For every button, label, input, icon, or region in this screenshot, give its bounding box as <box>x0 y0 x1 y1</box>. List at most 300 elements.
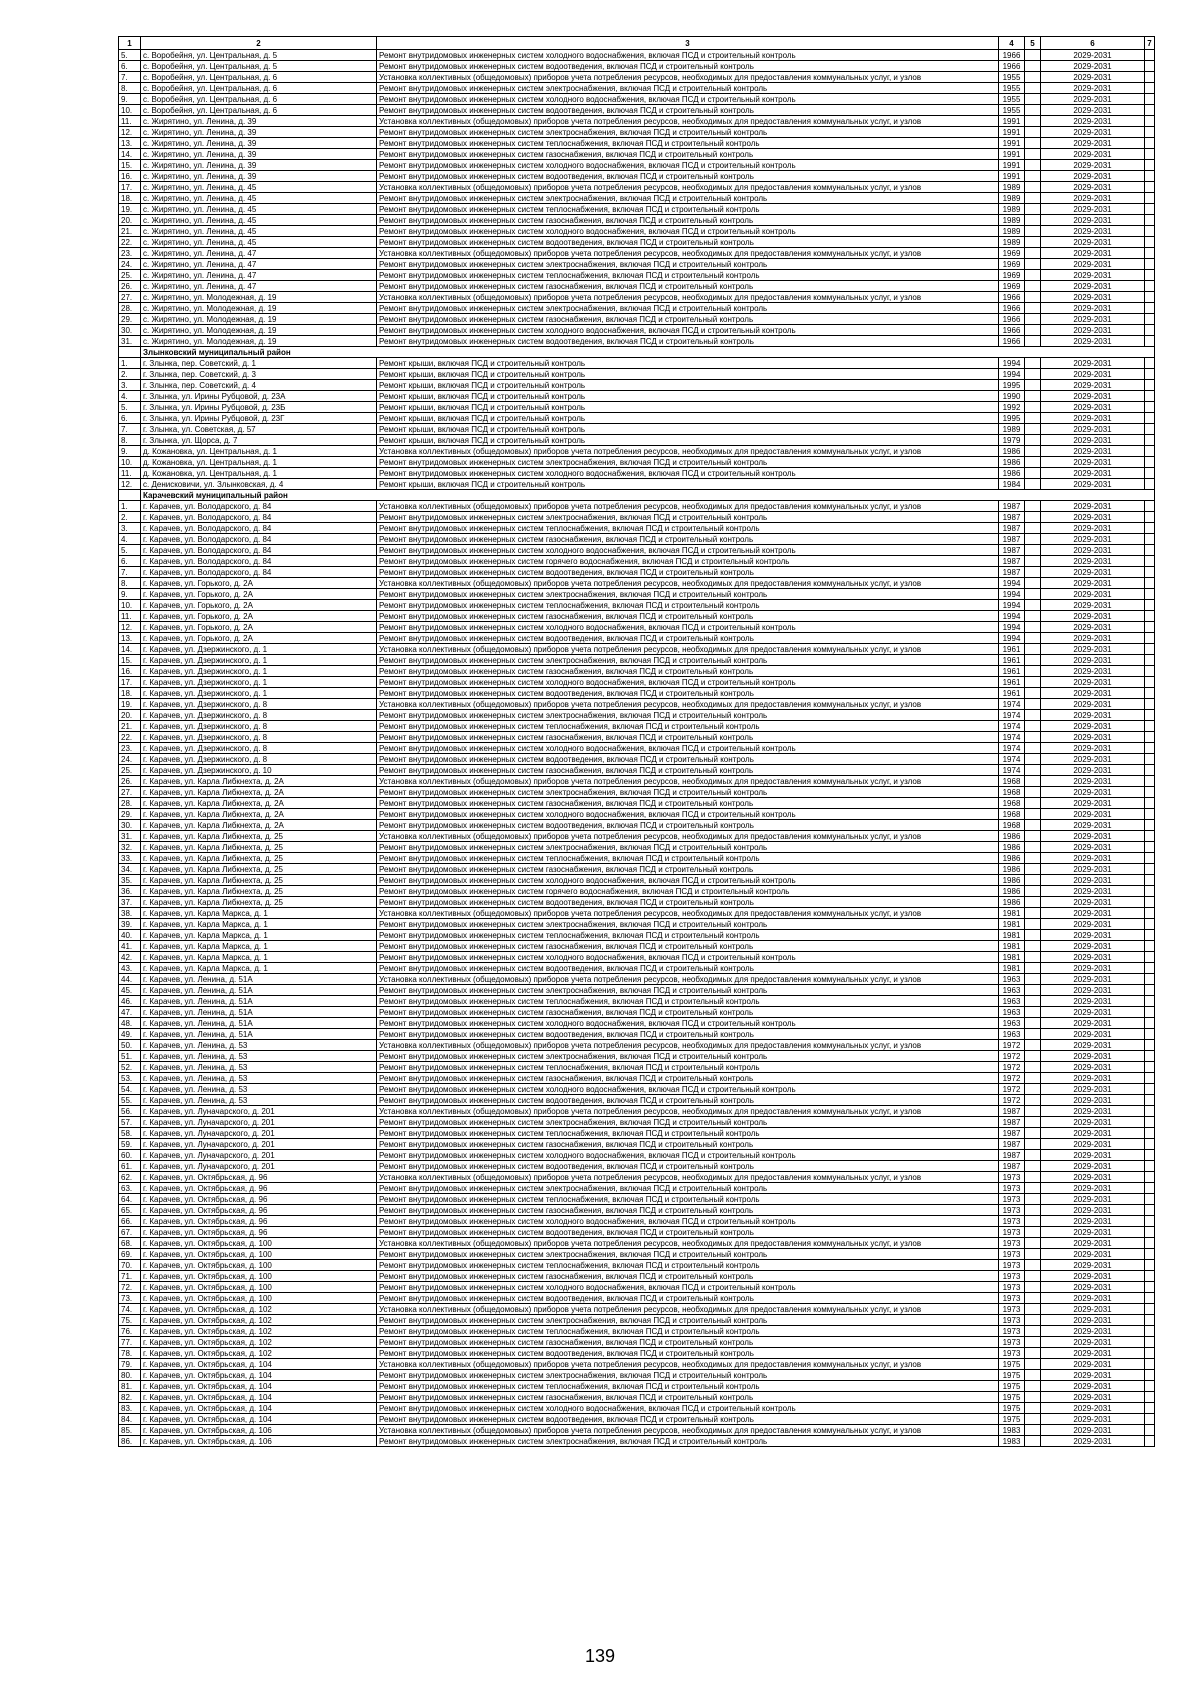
row-period: 2029-2031 <box>1041 1150 1145 1161</box>
row-col5 <box>1025 105 1041 116</box>
row-address: г. Злынка, пер. Советский, д. 4 <box>141 380 377 391</box>
row-period: 2029-2031 <box>1041 622 1145 633</box>
row-year: 1987 <box>999 1128 1025 1139</box>
row-col5 <box>1025 457 1041 468</box>
row-col5 <box>1025 787 1041 798</box>
row-number: 75. <box>119 1315 141 1326</box>
table-row <box>119 380 1155 391</box>
row-col5 <box>1025 259 1041 270</box>
row-work: Ремонт крыши, включая ПСД и строительный контроль <box>377 391 999 402</box>
section-row <box>119 490 1155 501</box>
row-address: г. Карачев, ул. Октябрьская, д. 100 <box>141 1238 377 1249</box>
row-period: 2029-2031 <box>1041 303 1145 314</box>
table-row <box>119 611 1155 622</box>
row-work: Ремонт внутридомовых инженерных систем холодного водоснабжения, включая ПСД и строительный контроль <box>377 1403 999 1414</box>
table-row <box>119 1062 1155 1073</box>
row-work: Ремонт внутридомовых инженерных систем электроснабжения, включая ПСД и строительный контроль <box>377 1183 999 1194</box>
row-work: Ремонт внутридомовых инженерных систем водоотведения, включая ПСД и строительный контроль <box>377 633 999 644</box>
row-year: 1973 <box>999 1337 1025 1348</box>
row-col7 <box>1145 1117 1155 1128</box>
row-col5 <box>1025 413 1041 424</box>
row-number: 45. <box>119 985 141 996</box>
row-address: г. Карачев, ул. Октябрьская, д. 96 <box>141 1183 377 1194</box>
col-header-6: 6 <box>1041 37 1145 50</box>
row-period: 2029-2031 <box>1041 1073 1145 1084</box>
row-address: г. Карачев, ул. Луначарского, д. 201 <box>141 1161 377 1172</box>
table-row <box>119 512 1155 523</box>
row-number: 43. <box>119 963 141 974</box>
row-col5 <box>1025 1227 1041 1238</box>
row-number: 16. <box>119 171 141 182</box>
row-number: 19. <box>119 699 141 710</box>
row-year: 1984 <box>999 479 1025 490</box>
row-year: 1961 <box>999 666 1025 677</box>
row-work: Установка коллективных (общедомовых) приборов учета потребления ресурсов, необходимых для предоставления коммунальных услуг, и узлов <box>377 644 999 655</box>
table-row <box>119 1216 1155 1227</box>
table-row <box>119 116 1155 127</box>
row-address: г. Карачев, ул. Ленина, д. 53 <box>141 1040 377 1051</box>
col-header-3: 3 <box>377 37 999 50</box>
row-number: 71. <box>119 1271 141 1282</box>
row-col5 <box>1025 1315 1041 1326</box>
row-col7 <box>1145 842 1155 853</box>
row-year: 1974 <box>999 721 1025 732</box>
row-work: Ремонт крыши, включая ПСД и строительный контроль <box>377 413 999 424</box>
row-year: 1973 <box>999 1282 1025 1293</box>
row-col5 <box>1025 941 1041 952</box>
row-number: 18. <box>119 193 141 204</box>
row-address: с. Воробейня, ул. Центральная, д. 5 <box>141 50 377 61</box>
row-number: 54. <box>119 1084 141 1095</box>
row-period: 2029-2031 <box>1041 1304 1145 1315</box>
row-address: с. Жирятино, ул. Ленина, д. 47 <box>141 281 377 292</box>
row-work: Установка коллективных (общедомовых) приборов учета потребления ресурсов, необходимых для предоставления коммунальных услуг, и узлов <box>377 446 999 457</box>
row-work: Ремонт внутридомовых инженерных систем холодного водоснабжения, включая ПСД и строительный контроль <box>377 677 999 688</box>
row-year: 1972 <box>999 1062 1025 1073</box>
row-col7 <box>1145 325 1155 336</box>
row-number: 42. <box>119 952 141 963</box>
row-work: Установка коллективных (общедомовых) приборов учета потребления ресурсов, необходимых для предоставления коммунальных услуг, и узлов <box>377 908 999 919</box>
row-work: Ремонт внутридомовых инженерных систем холодного водоснабжения, включая ПСД и строительный контроль <box>377 952 999 963</box>
row-year: 1991 <box>999 171 1025 182</box>
row-col7 <box>1145 556 1155 567</box>
row-col7 <box>1145 336 1155 347</box>
row-col5 <box>1025 1018 1041 1029</box>
row-col7 <box>1145 292 1155 303</box>
table-row <box>119 1403 1155 1414</box>
row-period: 2029-2031 <box>1041 501 1145 512</box>
table-row <box>119 1084 1155 1095</box>
col-header-7: 7 <box>1145 37 1155 50</box>
row-col5 <box>1025 270 1041 281</box>
table-row <box>119 1183 1155 1194</box>
row-col7 <box>1145 1238 1155 1249</box>
row-year: 1969 <box>999 248 1025 259</box>
row-col7 <box>1145 380 1155 391</box>
row-period: 2029-2031 <box>1041 402 1145 413</box>
row-year: 1987 <box>999 523 1025 534</box>
row-col5 <box>1025 633 1041 644</box>
row-col5 <box>1025 699 1041 710</box>
row-address: г. Карачев, ул. Дзержинского, д. 1 <box>141 655 377 666</box>
page-number: 139 <box>584 1646 616 1666</box>
row-address: г. Карачев, ул. Октябрьская, д. 104 <box>141 1381 377 1392</box>
row-address: г. Карачев, ул. Октябрьская, д. 100 <box>141 1260 377 1271</box>
row-col5 <box>1025 523 1041 534</box>
row-year: 1973 <box>999 1293 1025 1304</box>
row-number: 59. <box>119 1139 141 1150</box>
row-col5 <box>1025 1007 1041 1018</box>
table-row <box>119 1249 1155 1260</box>
row-number: 8. <box>119 578 141 589</box>
table-row <box>119 369 1155 380</box>
row-number: 20. <box>119 710 141 721</box>
row-address: г. Карачев, ул. Володарского, д. 84 <box>141 534 377 545</box>
row-period: 2029-2031 <box>1041 127 1145 138</box>
row-col5 <box>1025 1304 1041 1315</box>
row-col7 <box>1145 578 1155 589</box>
row-address: г. Карачев, ул. Ленина, д. 53 <box>141 1084 377 1095</box>
row-col7 <box>1145 171 1155 182</box>
row-col5 <box>1025 754 1041 765</box>
row-col5 <box>1025 1216 1041 1227</box>
row-col7 <box>1145 94 1155 105</box>
row-work: Ремонт крыши, включая ПСД и строительный контроль <box>377 380 999 391</box>
row-year: 1989 <box>999 215 1025 226</box>
row-col7 <box>1145 732 1155 743</box>
row-period: 2029-2031 <box>1041 435 1145 446</box>
row-work: Ремонт внутридомовых инженерных систем холодного водоснабжения, включая ПСД и строительный контроль <box>377 468 999 479</box>
row-address: с. Воробейня, ул. Центральная, д. 6 <box>141 105 377 116</box>
row-number: 26. <box>119 776 141 787</box>
col-header-2: 2 <box>141 37 377 50</box>
row-number: 64. <box>119 1194 141 1205</box>
row-year: 1989 <box>999 182 1025 193</box>
row-col7 <box>1145 226 1155 237</box>
row-work: Ремонт внутридомовых инженерных систем горячего водоснабжения, включая ПСД и строительный контроль <box>377 556 999 567</box>
row-period: 2029-2031 <box>1041 1271 1145 1282</box>
row-work: Ремонт внутридомовых инженерных систем водоотведения, включая ПСД и строительный контроль <box>377 688 999 699</box>
row-period: 2029-2031 <box>1041 1436 1145 1447</box>
row-address: с. Жирятино, ул. Ленина, д. 39 <box>141 171 377 182</box>
row-col5 <box>1025 798 1041 809</box>
row-work: Ремонт внутридомовых инженерных систем электроснабжения, включая ПСД и строительный контроль <box>377 1051 999 1062</box>
row-address: г. Карачев, ул. Карла Либкнехта, д. 2А <box>141 798 377 809</box>
row-year: 1974 <box>999 699 1025 710</box>
row-period: 2029-2031 <box>1041 1194 1145 1205</box>
row-work: Ремонт внутридомовых инженерных систем холодного водоснабжения, включая ПСД и строительный контроль <box>377 622 999 633</box>
row-work: Ремонт внутридомовых инженерных систем холодного водоснабжения, включая ПСД и строительный контроль <box>377 50 999 61</box>
row-col7 <box>1145 50 1155 61</box>
row-period: 2029-2031 <box>1041 556 1145 567</box>
row-number: 12. <box>119 622 141 633</box>
row-address: г. Карачев, ул. Октябрьская, д. 104 <box>141 1392 377 1403</box>
row-address: г. Карачев, ул. Карла Маркса, д. 1 <box>141 941 377 952</box>
row-col5 <box>1025 468 1041 479</box>
table-row <box>119 1238 1155 1249</box>
row-number: 24. <box>119 259 141 270</box>
row-number: 10. <box>119 105 141 116</box>
row-work: Ремонт внутридомовых инженерных систем холодного водоснабжения, включая ПСД и строительный контроль <box>377 1216 999 1227</box>
row-address: г. Карачев, ул. Володарского, д. 84 <box>141 512 377 523</box>
row-col7 <box>1145 435 1155 446</box>
row-number: 3. <box>119 523 141 534</box>
row-address: г. Карачев, ул. Карла Маркса, д. 1 <box>141 963 377 974</box>
row-col5 <box>1025 1084 1041 1095</box>
row-year: 1986 <box>999 831 1025 842</box>
row-year: 1974 <box>999 754 1025 765</box>
row-year: 1968 <box>999 820 1025 831</box>
row-year: 1975 <box>999 1359 1025 1370</box>
row-col7 <box>1145 875 1155 886</box>
row-col5 <box>1025 160 1041 171</box>
row-period: 2029-2031 <box>1041 710 1145 721</box>
row-number: 50. <box>119 1040 141 1051</box>
row-address: г. Карачев, ул. Луначарского, д. 201 <box>141 1139 377 1150</box>
row-period: 2029-2031 <box>1041 270 1145 281</box>
row-year: 1973 <box>999 1183 1025 1194</box>
row-col7 <box>1145 358 1155 369</box>
row-address: с. Жирятино, ул. Молодежная, д. 19 <box>141 336 377 347</box>
row-number: 2. <box>119 512 141 523</box>
row-year: 1955 <box>999 83 1025 94</box>
row-address: с. Воробейня, ул. Центральная, д. 6 <box>141 94 377 105</box>
table-row <box>119 83 1155 94</box>
row-work: Ремонт внутридомовых инженерных систем водоотведения, включая ПСД и строительный контроль <box>377 61 999 72</box>
row-col7 <box>1145 710 1155 721</box>
row-year: 1987 <box>999 1139 1025 1150</box>
row-address: г. Карачев, ул. Горького, д. 2А <box>141 600 377 611</box>
row-period: 2029-2031 <box>1041 314 1145 325</box>
table-row <box>119 259 1155 270</box>
row-col5 <box>1025 94 1041 105</box>
row-period: 2029-2031 <box>1041 633 1145 644</box>
row-col5 <box>1025 1337 1041 1348</box>
table-row <box>119 72 1155 83</box>
row-number: 63. <box>119 1183 141 1194</box>
row-col5 <box>1025 314 1041 325</box>
section-spacer <box>119 347 141 358</box>
row-col5 <box>1025 1194 1041 1205</box>
row-col5 <box>1025 919 1041 930</box>
row-col7 <box>1145 193 1155 204</box>
row-address: г. Карачев, ул. Октябрьская, д. 96 <box>141 1194 377 1205</box>
table-body <box>119 50 1155 1447</box>
table-row <box>119 556 1155 567</box>
row-col7 <box>1145 369 1155 380</box>
row-period: 2029-2031 <box>1041 963 1145 974</box>
row-col5 <box>1025 1381 1041 1392</box>
row-year: 1981 <box>999 952 1025 963</box>
row-col5 <box>1025 1139 1041 1150</box>
row-number: 52. <box>119 1062 141 1073</box>
row-work: Ремонт внутридомовых инженерных систем водоотведения, включая ПСД и строительный контроль <box>377 1029 999 1040</box>
row-year: 1973 <box>999 1348 1025 1359</box>
row-col5 <box>1025 1359 1041 1370</box>
row-col7 <box>1145 600 1155 611</box>
row-number: 15. <box>119 160 141 171</box>
row-col5 <box>1025 83 1041 94</box>
document-sheet <box>118 36 1154 1447</box>
row-col7 <box>1145 1062 1155 1073</box>
row-col7 <box>1145 1304 1155 1315</box>
row-number: 28. <box>119 303 141 314</box>
row-col5 <box>1025 831 1041 842</box>
row-col7 <box>1145 1271 1155 1282</box>
row-work: Ремонт внутридомовых инженерных систем водоотведения, включая ПСД и строительный контроль <box>377 1095 999 1106</box>
section-row <box>119 347 1155 358</box>
row-year: 1987 <box>999 1150 1025 1161</box>
row-period: 2029-2031 <box>1041 1403 1145 1414</box>
row-period: 2029-2031 <box>1041 369 1145 380</box>
row-period: 2029-2031 <box>1041 325 1145 336</box>
row-col5 <box>1025 930 1041 941</box>
row-number: 7. <box>119 567 141 578</box>
row-work: Ремонт внутридомовых инженерных систем теплоснабжения, включая ПСД и строительный контроль <box>377 1326 999 1337</box>
row-col7 <box>1145 644 1155 655</box>
table-row <box>119 677 1155 688</box>
table-row <box>119 985 1155 996</box>
row-work: Установка коллективных (общедомовых) приборов учета потребления ресурсов, необходимых для предоставления коммунальных услуг, и узлов <box>377 72 999 83</box>
table-row <box>119 952 1155 963</box>
table-row <box>119 105 1155 116</box>
row-period: 2029-2031 <box>1041 820 1145 831</box>
row-address: с. Жирятино, ул. Ленина, д. 47 <box>141 259 377 270</box>
row-address: с. Жирятино, ул. Молодежная, д. 19 <box>141 303 377 314</box>
table-row <box>119 314 1155 325</box>
row-year: 1974 <box>999 743 1025 754</box>
row-address: с. Жирятино, ул. Молодежная, д. 19 <box>141 314 377 325</box>
row-year: 1972 <box>999 1073 1025 1084</box>
table-row <box>119 919 1155 930</box>
row-year: 1969 <box>999 259 1025 270</box>
row-work: Ремонт внутридомовых инженерных систем водоотведения, включая ПСД и строительный контроль <box>377 820 999 831</box>
row-period: 2029-2031 <box>1041 1293 1145 1304</box>
row-col5 <box>1025 1073 1041 1084</box>
row-period: 2029-2031 <box>1041 853 1145 864</box>
table-row <box>119 545 1155 556</box>
table-row <box>119 182 1155 193</box>
row-work: Ремонт крыши, включая ПСД и строительный контроль <box>377 435 999 446</box>
row-address: г. Карачев, ул. Володарского, д. 84 <box>141 501 377 512</box>
row-address: г. Злынка, ул. Щорса, д. 7 <box>141 435 377 446</box>
row-col7 <box>1145 83 1155 94</box>
row-year: 1972 <box>999 1095 1025 1106</box>
row-work: Ремонт внутридомовых инженерных систем водоотведения, включая ПСД и строительный контроль <box>377 105 999 116</box>
row-period: 2029-2031 <box>1041 655 1145 666</box>
row-year: 1968 <box>999 787 1025 798</box>
row-number: 9. <box>119 94 141 105</box>
row-work: Ремонт внутридомовых инженерных систем электроснабжения, включая ПСД и строительный контроль <box>377 1249 999 1260</box>
row-col7 <box>1145 930 1155 941</box>
row-work: Ремонт внутридомовых инженерных систем газоснабжения, включая ПСД и строительный контроль <box>377 765 999 776</box>
row-address: г. Карачев, ул. Дзержинского, д. 8 <box>141 721 377 732</box>
row-col7 <box>1145 897 1155 908</box>
row-col5 <box>1025 61 1041 72</box>
row-col7 <box>1145 699 1155 710</box>
row-col7 <box>1145 1073 1155 1084</box>
row-col7 <box>1145 1106 1155 1117</box>
row-work: Ремонт внутридомовых инженерных систем холодного водоснабжения, включая ПСД и строительный контроль <box>377 1084 999 1095</box>
row-col7 <box>1145 853 1155 864</box>
row-year: 1961 <box>999 655 1025 666</box>
row-col7 <box>1145 501 1155 512</box>
row-year: 1991 <box>999 127 1025 138</box>
row-col7 <box>1145 1205 1155 1216</box>
header-row <box>119 37 1155 50</box>
row-period: 2029-2031 <box>1041 1359 1145 1370</box>
row-col7 <box>1145 479 1155 490</box>
row-year: 1955 <box>999 72 1025 83</box>
row-col5 <box>1025 1238 1041 1249</box>
row-address: г. Злынка, пер. Советский, д. 3 <box>141 369 377 380</box>
row-work: Ремонт внутридомовых инженерных систем холодного водоснабжения, включая ПСД и строительный контроль <box>377 809 999 820</box>
row-year: 1975 <box>999 1414 1025 1425</box>
row-period: 2029-2031 <box>1041 787 1145 798</box>
table-row <box>119 424 1155 435</box>
table-row <box>119 1370 1155 1381</box>
row-col7 <box>1145 424 1155 435</box>
row-address: г. Карачев, ул. Дзержинского, д. 1 <box>141 677 377 688</box>
row-col7 <box>1145 1293 1155 1304</box>
row-number: 9. <box>119 589 141 600</box>
row-col7 <box>1145 908 1155 919</box>
row-address: г. Карачев, ул. Карла Либкнехта, д. 2А <box>141 776 377 787</box>
table-row <box>119 1139 1155 1150</box>
row-col7 <box>1145 864 1155 875</box>
table-row <box>119 1293 1155 1304</box>
row-address: г. Карачев, ул. Октябрьская, д. 104 <box>141 1359 377 1370</box>
row-number: 21. <box>119 721 141 732</box>
table-row <box>119 413 1155 424</box>
row-number: 79. <box>119 1359 141 1370</box>
row-number: 18. <box>119 688 141 699</box>
row-address: г. Карачев, ул. Горького, д. 2А <box>141 611 377 622</box>
row-address: с. Жирятино, ул. Ленина, д. 39 <box>141 127 377 138</box>
row-year: 1963 <box>999 1029 1025 1040</box>
row-year: 1973 <box>999 1238 1025 1249</box>
row-period: 2029-2031 <box>1041 237 1145 248</box>
row-year: 1961 <box>999 644 1025 655</box>
row-period: 2029-2031 <box>1041 600 1145 611</box>
row-work: Ремонт внутридомовых инженерных систем теплоснабжения, включая ПСД и строительный контроль <box>377 1260 999 1271</box>
row-period: 2029-2031 <box>1041 534 1145 545</box>
table-row <box>119 1425 1155 1436</box>
row-number: 85. <box>119 1425 141 1436</box>
table-row <box>119 1282 1155 1293</box>
table-row <box>119 644 1155 655</box>
row-col5 <box>1025 358 1041 369</box>
row-period: 2029-2031 <box>1041 1414 1145 1425</box>
row-year: 1981 <box>999 908 1025 919</box>
row-number: 41. <box>119 941 141 952</box>
row-number: 38. <box>119 908 141 919</box>
row-address: г. Карачев, ул. Горького, д. 2А <box>141 633 377 644</box>
row-address: г. Карачев, ул. Карла Маркса, д. 1 <box>141 908 377 919</box>
row-number: 10. <box>119 600 141 611</box>
row-period: 2029-2031 <box>1041 1337 1145 1348</box>
row-number: 81. <box>119 1381 141 1392</box>
row-address: г. Карачев, ул. Октябрьская, д. 100 <box>141 1282 377 1293</box>
row-number: 27. <box>119 292 141 303</box>
row-period: 2029-2031 <box>1041 50 1145 61</box>
row-address: г. Карачев, ул. Октябрьская, д. 102 <box>141 1326 377 1337</box>
row-work: Ремонт внутридомовых инженерных систем водоотведения, включая ПСД и строительный контроль <box>377 567 999 578</box>
row-year: 1975 <box>999 1403 1025 1414</box>
row-number: 56. <box>119 1106 141 1117</box>
row-year: 1987 <box>999 1117 1025 1128</box>
table-row <box>119 974 1155 985</box>
